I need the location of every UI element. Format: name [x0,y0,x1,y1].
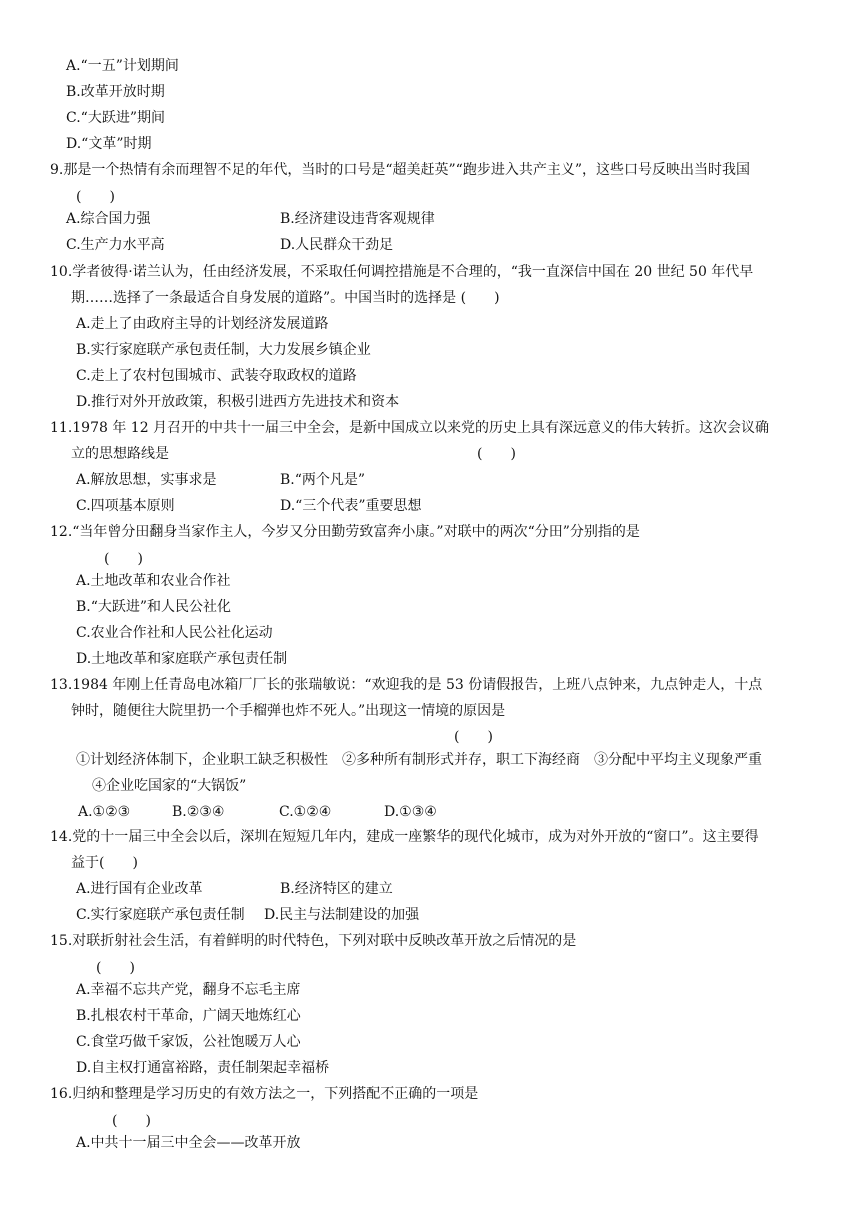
q14-option-b: B.经济特区的建立 [280,881,393,897]
q9-option-d: D.人民群众干劲足 [280,237,394,253]
q8-option-c: C.“大跃进”期间 [66,110,165,126]
q10-option-d: D.推行对外开放政策，积极引进西方先进技术和资本 [76,394,400,410]
q15-option-a: A.幸福不忘共产党，翻身不忘毛主席 [76,982,301,998]
q9-option-b: B.经济建设违背客观规律 [280,211,435,227]
q11-option-b: B.“两个凡是” [280,472,366,488]
q13-option-b: B.②③④ [172,804,225,820]
q15-stem: 15.对联折射社会生活，有着鲜明的时代特色，下列对联中反映改革开放之后情况的是 [50,933,577,949]
q14-option-c: C.实行家庭联产承包责任制 [76,907,245,923]
q13-items-line2: ④企业吃国家的“大锅饭” [92,778,247,794]
q15-option-d: D.自主权打通富裕路，责任制架起幸福桥 [76,1060,330,1076]
q8-option-a: A.“一五”计划期间 [66,58,179,74]
q12-answer-paren: ( ) [104,551,143,567]
q8-option-b: B.改革开放时期 [66,84,165,100]
q11-option-d: D.“三个代表”重要思想 [280,498,422,514]
q9-answer-paren: ( ) [76,189,115,205]
q13-option-a: A.①②③ [78,804,131,820]
q10-stem-line2: 期……选择了一条最适合自身发展的道路”。中国当时的选择是 ( ) [71,290,500,306]
q9-option-a: A.综合国力强 [66,211,151,227]
q11-stem-line2: 立的思想路线是 [71,446,169,462]
q8-option-d: D.“文革”时期 [66,136,152,152]
q12-option-d: D.土地改革和家庭联产承包责任制 [76,651,288,667]
q11-answer-paren: ( ) [477,446,516,462]
q11-option-c: C.四项基本原则 [76,498,175,514]
q11-option-a: A.解放思想，实事求是 [76,472,217,488]
q11-stem-line1: 11.1978 年 12 月召开的中共十一届三中全会，是新中国成立以来党的历史上具有深远意义的伟大转折。这次会议确 [50,420,770,436]
q10-option-a: A.走上了由政府主导的计划经济发展道路 [76,316,329,332]
q16-option-a: A.中共十一届三中全会——改革开放 [76,1135,301,1151]
q15-option-c: C.食堂巧做千家饭，公社饱暖万人心 [76,1034,301,1050]
q12-option-c: C.农业合作社和人民公社化运动 [76,625,273,641]
q14-stem-line2: 益于( ) [71,855,138,871]
q14-option-a: A.进行国有企业改革 [76,881,203,897]
q9-stem: 9.那是一个热情有余而理智不足的年代，当时的口号是“超美赶英”“跑步进入共产主义”，这些口号反映出当时我国 [50,162,750,178]
q13-answer-paren: ( ) [454,729,493,745]
q16-answer-paren: ( ) [112,1113,151,1129]
q10-option-c: C.走上了农村包围城市、武装夺取政权的道路 [76,368,357,384]
q13-items-line1: ①计划经济体制下，企业职工缺乏积极性 ②多种所有制形式并存，职工下海经商 ③分配中平均主义现象严重 [76,752,762,768]
q13-option-d: D.①③④ [384,804,437,820]
q12-stem: 12.“当年曾分田翻身当家作主人，今岁又分田勤劳致富奔小康。”对联中的两次“分田”分别指的是 [50,524,640,540]
q12-option-b: B.“大跃进”和人民公社化 [76,599,232,615]
q14-stem-line1: 14.党的十一届三中全会以后，深圳在短短几年内，建成一座繁华的现代化城市，成为对外开放的“窗口”。这主要得 [50,829,759,845]
q13-stem-line1: 13.1984 年刚上任青岛电冰箱厂厂长的张瑞敏说：“欢迎我的是 53 份请假报告，上班八点钟来，九点钟走人，十点 [50,677,763,693]
q13-option-c: C.①②④ [279,804,332,820]
q12-option-a: A.土地改革和农业合作社 [76,573,231,589]
q10-stem-line1: 10.学者彼得·诺兰认为，任由经济发展，不采取任何调控措施是不合理的，“我一直深信中国在 20 世纪 50 年代早 [50,264,754,280]
q13-stem-line2: 钟时，随便往大院里扔一个手榴弹也炸不死人。”出现这一情境的原因是 [71,703,506,719]
q10-option-b: B.实行家庭联产承包责任制，大力发展乡镇企业 [76,342,371,358]
q15-option-b: B.扎根农村干革命，广阔天地炼红心 [76,1008,301,1024]
q15-answer-paren: ( ) [96,960,135,976]
q16-stem: 16.归纳和整理是学习历史的有效方法之一，下列搭配不正确的一项是 [50,1086,479,1102]
q14-option-d: D.民主与法制建设的加强 [264,907,420,923]
q9-option-c: C.生产力水平高 [66,237,165,253]
